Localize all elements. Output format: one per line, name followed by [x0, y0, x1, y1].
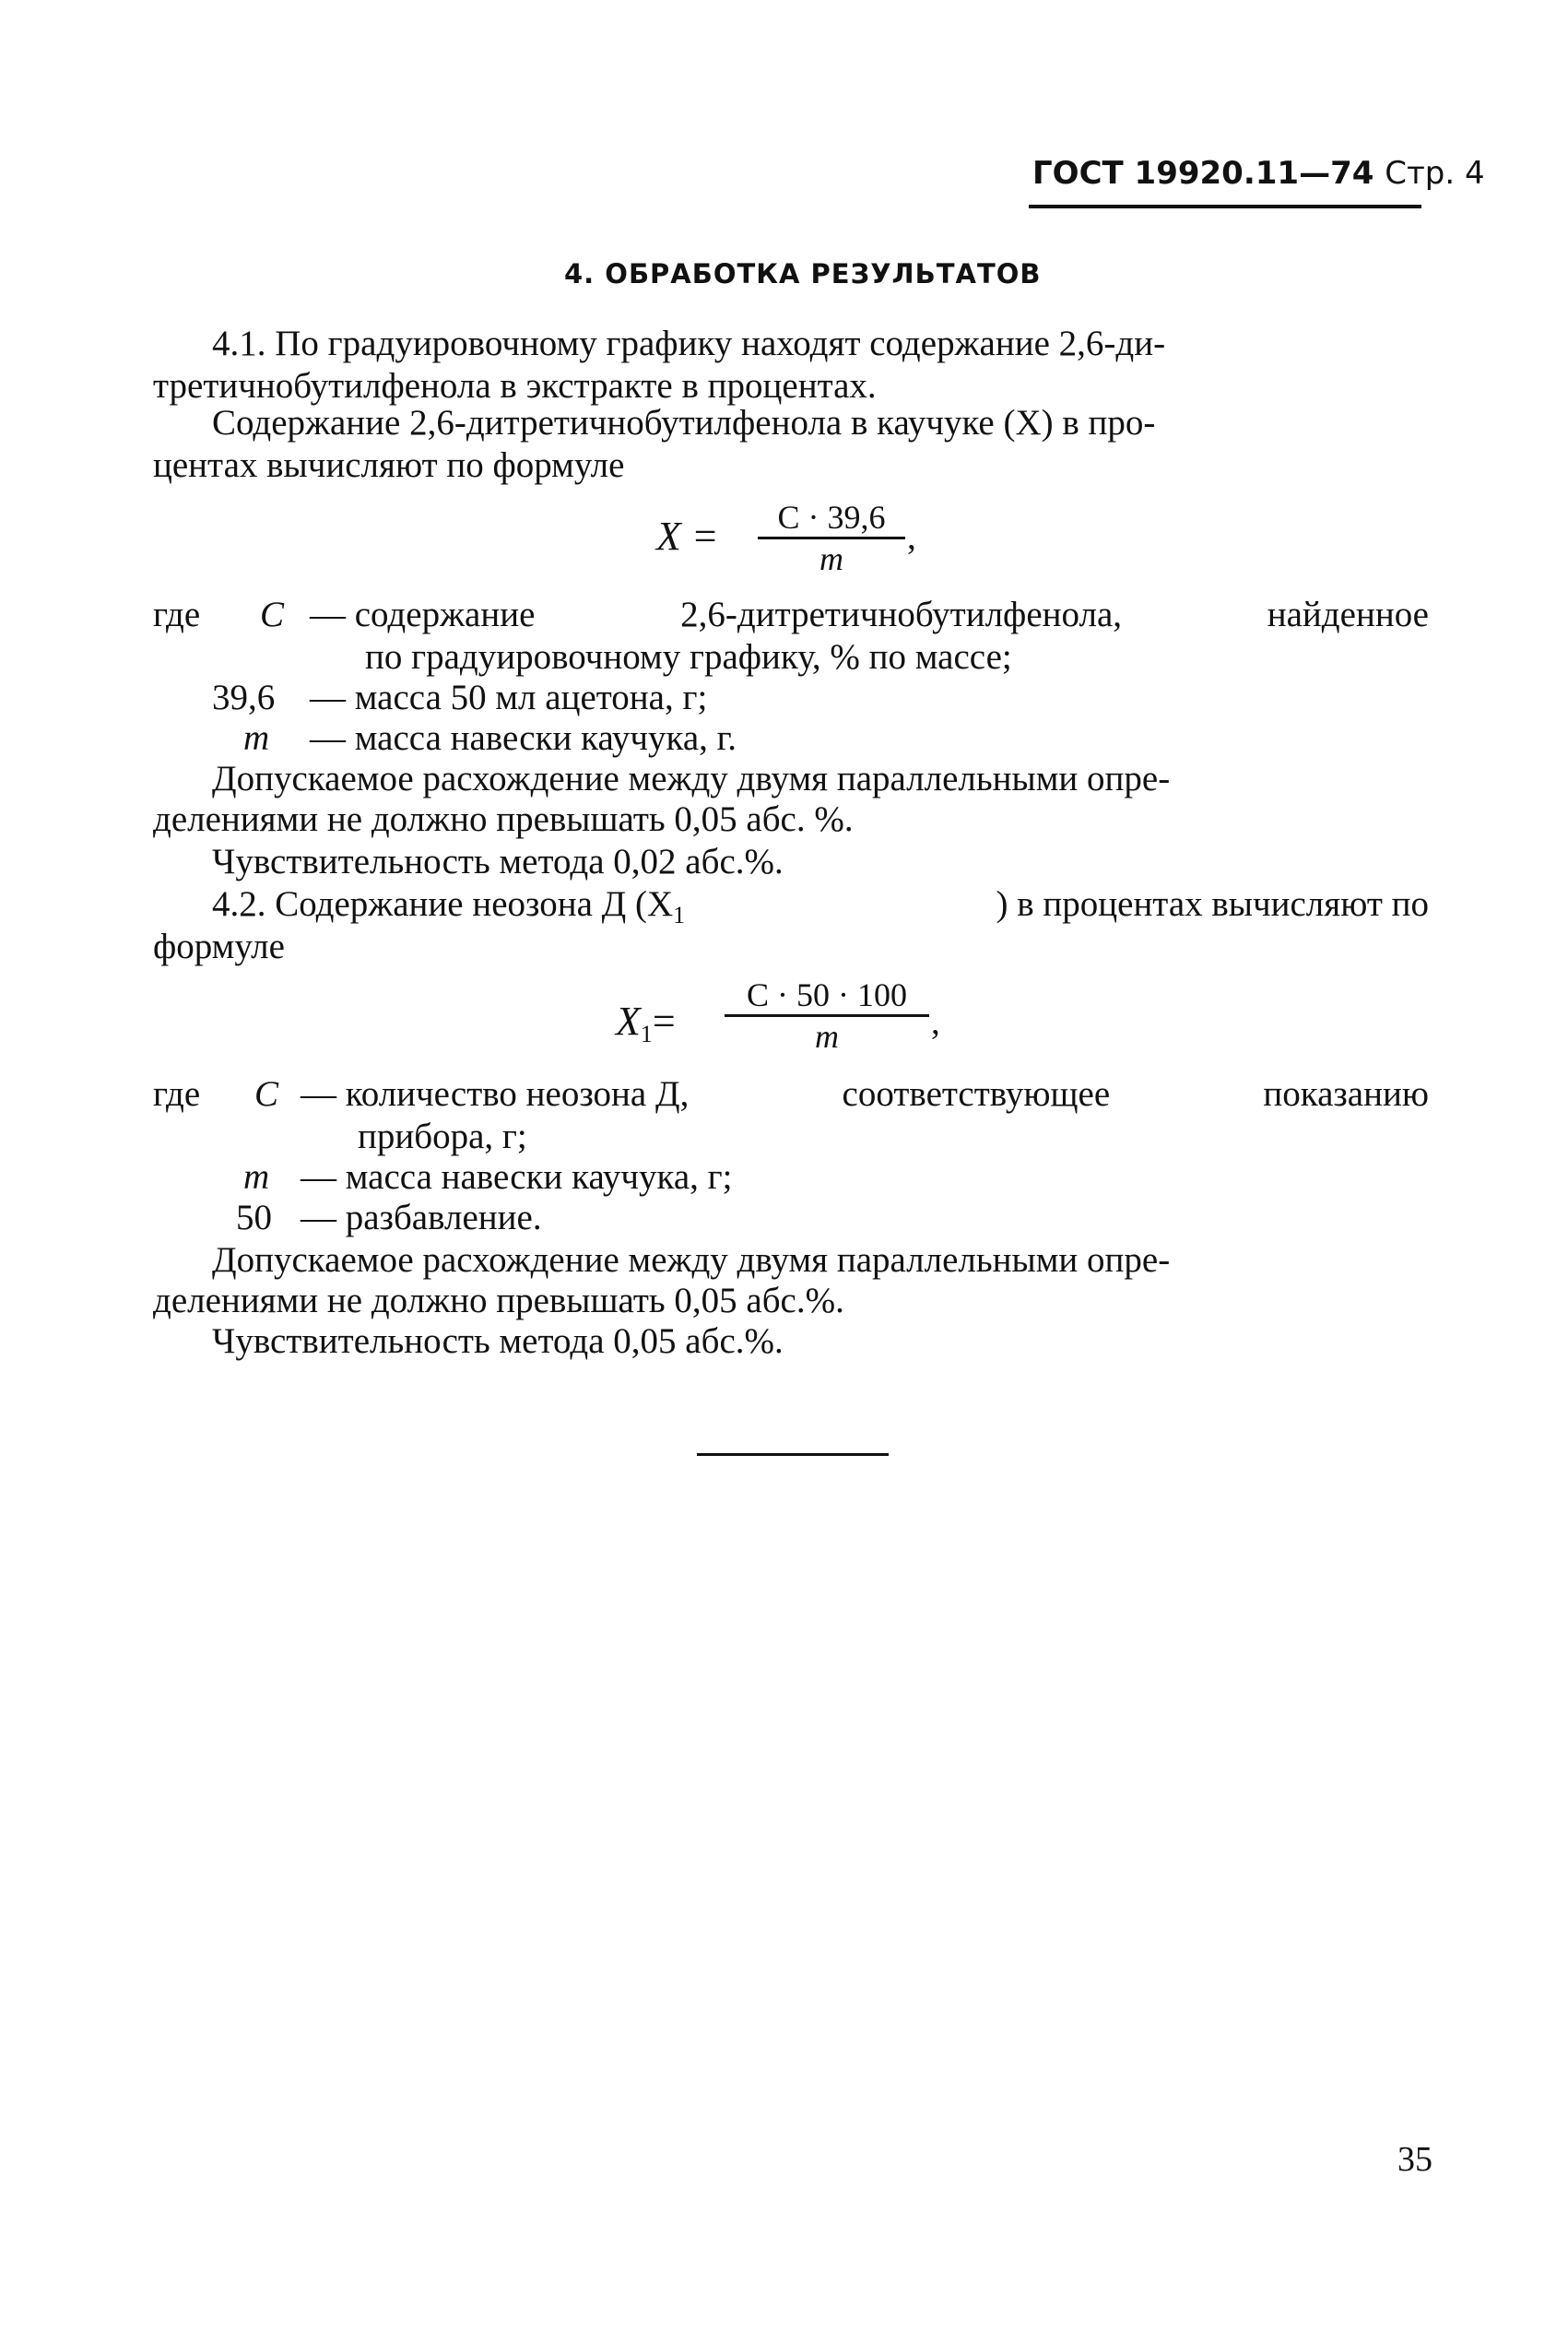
section-title: 4. ОБРАБОТКА РЕЗУЛЬТАТОВ	[564, 258, 1042, 290]
formula1-comma: ,	[907, 517, 916, 557]
where1-396-text: — масса 50 мл ацетона, г;	[310, 678, 708, 717]
p41-line4: центах вычисляют по формуле	[153, 445, 625, 485]
where2-c-row	[301, 1073, 1429, 1115]
p42-line1	[212, 883, 1429, 928]
p42-line1-start: 4.2. Содержание неозона Д (X	[212, 884, 674, 924]
where1-c-row	[310, 594, 1429, 635]
where2-m-text: — масса навески каучука, г;	[301, 1157, 733, 1197]
sensitivity1: Чувствительность метода 0,02 абс.%.	[212, 842, 784, 881]
formula2-lhs: $X_1=$	[616, 999, 676, 1047]
page-number: 35	[1397, 2140, 1432, 2179]
page-label: Стр. 4	[1385, 155, 1485, 192]
where2-gde: где	[153, 1074, 201, 1114]
formula1-fraction	[758, 498, 905, 578]
where2-50-text: — разбавление.	[301, 1198, 542, 1237]
tolerance1-line2: делениями не должно превышать 0,05 абс. %.	[153, 799, 854, 839]
formula1-denominator: m	[819, 540, 843, 577]
document-header	[1032, 155, 1485, 192]
where2-m-sym: m	[243, 1157, 270, 1197]
formula2-denominator: m	[815, 1018, 839, 1055]
header-rule	[1029, 205, 1421, 208]
where2-c-text-b: соответствующее	[842, 1074, 1111, 1114]
tolerance2-line2: делениями не должно превышать 0,05 абс.%.	[153, 1281, 844, 1320]
tolerance1-line1: Допускаемое расхождение между двумя параллельными опре-	[212, 759, 1171, 798]
where2-c-text-c: показанию	[1263, 1074, 1429, 1114]
where1-m-sym: m	[243, 718, 270, 758]
formula1-lhs: X =	[656, 514, 719, 559]
where1-c-text-c: найденное	[1267, 595, 1429, 634]
where1-c-text-a: — содержание	[310, 595, 536, 634]
p42-line1-rest: ) в процентах вычисляют по	[996, 884, 1429, 924]
end-rule	[697, 1453, 889, 1456]
sensitivity2: Чувствительность метода 0,05 абс.%.	[212, 1321, 784, 1361]
where2-c-sym: C	[254, 1074, 279, 1114]
where1-gde: где	[153, 595, 201, 634]
p42-line2: формуле	[153, 927, 285, 966]
where1-c-text-b: 2,6-дитретичнобутилфенола,	[680, 595, 1123, 634]
standard-code: ГОСТ 19920.11—74	[1032, 155, 1374, 192]
formula2-comma: ,	[931, 1002, 940, 1042]
where2-50-sym: 50	[236, 1198, 272, 1237]
where1-396-sym: 39,6	[212, 678, 276, 717]
where2-c-cont: прибора, г;	[358, 1117, 527, 1156]
p41-line2: третичнобутилфенола в экстракте в процентах.	[153, 366, 877, 406]
where2-c-text-a: — количество неозона Д,	[301, 1074, 690, 1114]
p42-sub: 1	[673, 902, 686, 928]
where1-c-cont: по градуировочному графику, % по массе;	[365, 637, 1012, 677]
p41-line3: Содержание 2,6-дитретичнобутилфенола в каучуке (X) в про-	[212, 403, 1156, 443]
where1-m-text: — масса навески каучука, г.	[310, 718, 737, 758]
formula2-numerator: C · 50 · 100	[747, 976, 907, 1013]
formula1-numerator: C · 39,6	[777, 499, 886, 536]
p41-line1: 4.1. По градуировочному графику находят содержание 2,6-ди-	[212, 324, 1166, 363]
tolerance2-line1: Допускаемое расхождение между двумя параллельными опре-	[212, 1240, 1171, 1280]
formula2-fraction	[725, 976, 929, 1056]
where1-c-sym: C	[260, 595, 285, 634]
